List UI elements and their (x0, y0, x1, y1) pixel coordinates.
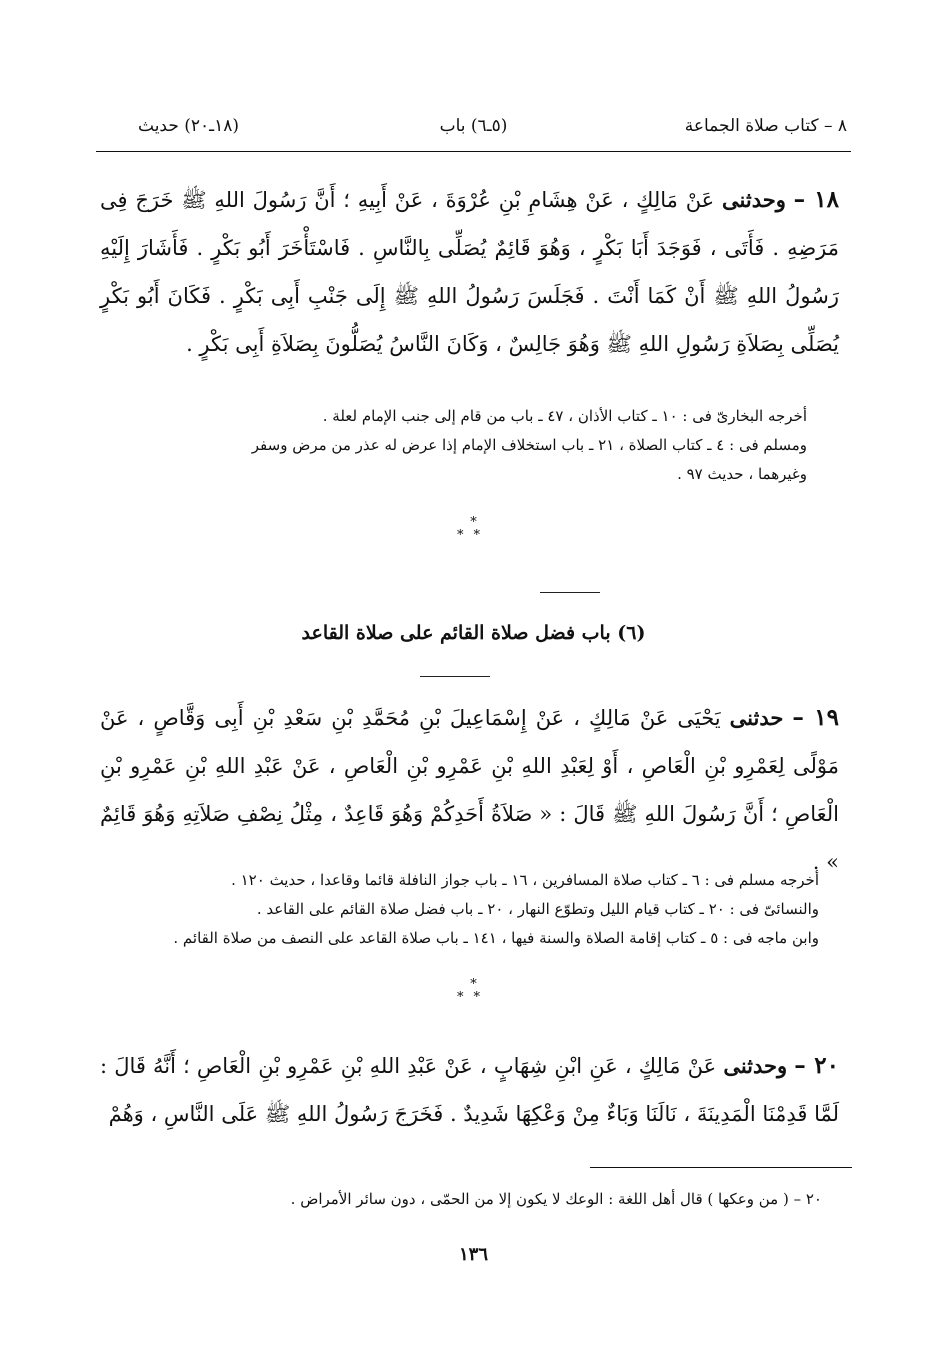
section-separator-stars (0, 978, 947, 1004)
chapter-top-rule (540, 592, 600, 593)
header-hadith-range: (١٨ـ٢٠) حديث (138, 116, 240, 136)
hadith-20-text: عَنْ مَالِكٍ ، عَنِ ابْنِ شِهَابٍ ، عَنْ عَبْدِ اللهِ بْنِ عَمْرِو بْنِ الْعَاصِ ؛ أَنَّهُ قَالَ : لَمَّا قَدِمْنَا الْمَدِينَةَ ، نَالَنَا وَبَاءٌ مِنْ وَعْكِهَا شَدِيدٌ . فَخَرَجَ رَسُولُ اللهِ ﷺ عَلَى النَّاسِ ، وَهُمْ (100, 1054, 839, 1126)
header-chapter-range: (٥ـ٦) باب (439, 116, 508, 136)
header-book-title: ٨ – كتاب صلاة الجماعة (684, 116, 847, 136)
footnote-rule (590, 1167, 852, 1168)
hadith-18-text: عَنْ مَالِكٍ ، عَنْ هِشَامِ بْنِ عُرْوَةَ ، عَنْ أَبِيهِ ؛ أَنَّ رَسُولَ اللهِ ﷺ خَرَجَ فِى مَرَضِهِ . فَأَتَى ، فَوَجَدَ أَبَا بَكْرٍ ، وَهُوَ قَائِمٌ يُصَلِّى بِالنَّاسِ . فَاسْتَأْخَرَ أَبُو بَكْرٍ . فَأَشَارَ إِلَيْهِ رَسُولُ اللهِ ﷺ أَنْ كَمَا أَنْتَ . فَجَلَسَ رَسُولُ اللهِ ﷺ إِلَى جَنْبِ أَبِى بَكْرٍ . فَكَانَ أَبُو بَكْرٍ يُصَلِّى بِصَلاَةِ رَسُولِ اللهِ ﷺ وَهُوَ جَالِسٌ ، وَكَانَ النَّاسُ يُصَلُّونَ بِصَلاَةِ أَبِى بَكْرٍ . (100, 188, 839, 356)
header-rule (96, 151, 851, 152)
separator-star: * (457, 990, 474, 1005)
hadith-18 (100, 176, 839, 368)
hadith-19-opening: حدثنى (729, 705, 784, 730)
separator-star: * (473, 528, 490, 543)
reference-line: والنسائىّ فى : ٢٠ ـ كتاب قيام الليل وتطوّع النهار ، ٢٠ ـ باب فضل صلاة القائم على القاعد . (256, 900, 819, 918)
hadith-20-number: ٢٠ – (794, 1052, 839, 1079)
reference-line: أخرجه البخارىّ فى : ١٠ ـ كتاب الأذان ، ٤٧ ـ باب من قام إلى جنب الإمام لعلة . (322, 407, 807, 425)
footnote: ٢٠ – ( من وعكها ) قال أهل اللغة : الوعك لا يكون إلا من الحمّى ، دون سائر الأمراض . (290, 1190, 822, 1208)
chapter-title: (٦) باب فضل صلاة القائم على صلاة القاعد (301, 622, 646, 644)
hadith-18-opening: وحدثنى (722, 187, 786, 212)
hadith-18-references (130, 402, 807, 489)
separator-star: * (470, 977, 477, 992)
section-separator-stars (0, 516, 947, 542)
hadith-20-opening: وحدثنى (723, 1053, 788, 1078)
separator-star: * (473, 990, 490, 1005)
hadith-19-references (150, 866, 819, 953)
hadith-19-number: ١٩ – (792, 704, 839, 731)
reference-line: أخرجه مسلم فى : ٦ ـ كتاب صلاة المسافرين ، ١٦ ـ باب جواز النافلة قائما وقاعدا ، حديث ١٢٠ . (231, 871, 819, 889)
hadith-18-number: ١٨ – (793, 186, 839, 213)
separator-star: * (470, 515, 477, 530)
reference-line: وغيرهما ، حديث ٩٧ . (677, 465, 807, 483)
reference-line: ومسلم فى : ٤ ـ كتاب الصلاة ، ٢١ ـ باب استخلاف الإمام إذا عرض له عذر من مرض وسفر (251, 436, 807, 454)
page-number: ١٣٦ (458, 1244, 488, 1265)
reference-line: وابن ماجه فى : ٥ ـ كتاب إقامة الصلاة والسنة فيها ، ١٤١ ـ باب صلاة القاعد على النصف من صلاة القائم . (173, 929, 819, 947)
running-header (100, 116, 847, 144)
hadith-19-text: يَحْيَى عَنْ مَالِكٍ ، عَنْ إِسْمَاعِيلَ بْنِ مُحَمَّدِ بْنِ سَعْدِ بْنِ أَبِى وَقَّاصٍ ، عَنْ مَوْلًى لِعَمْرِو بْنِ الْعَاصِ ، أَوْ لِعَبْدِ اللهِ بْنِ عَمْرِو بْنِ الْعَاصِ ، عَنْ عَبْدِ اللهِ بْنِ عَمْرِو بْنِ الْعَاصِ ؛ أَنَّ رَسُولَ اللهِ ﷺ قَالَ : « صَلاَةُ أَحَدِكُمْ وَهُوَ قَاعِدٌ ، مِثْلُ نِصْفِ صَلاَتِهِ وَهُوَ قَائِمٌ » . (100, 706, 839, 874)
chapter-bottom-rule (420, 676, 490, 677)
hadith-20 (100, 1042, 839, 1138)
hadith-19 (100, 694, 839, 886)
separator-star: * (457, 528, 474, 543)
